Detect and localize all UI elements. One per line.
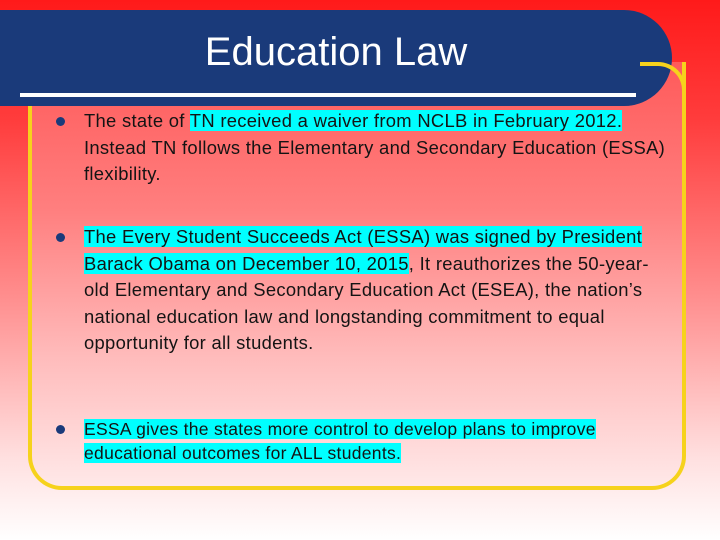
slide-title: Education Law xyxy=(204,30,468,74)
bullet-dot-icon xyxy=(56,233,65,242)
bullet-segment: The state of xyxy=(84,110,190,131)
bullet-segment-highlighted: The Every Student Succeeds Act (ESSA) was signed by President Barack Obama on December 10, 2015 xyxy=(84,226,643,274)
title-underline xyxy=(20,93,636,97)
bullet-text xyxy=(84,417,670,465)
bullet-dot-icon xyxy=(56,117,65,126)
bullet-dot-icon xyxy=(56,425,65,434)
bullet-text xyxy=(84,108,670,188)
bullet-text xyxy=(84,224,670,357)
bullet-segment: , It reauthorizes the 50-year-old Elementary and Secondary Education Act (ESEA), the nation’s national education law and longstanding commitment to equal opportunity for all students. xyxy=(84,252,649,353)
bullet-segment: Instead TN follows the Elementary and Secondary Education (ESSA) flexibility. xyxy=(84,136,666,184)
bullet-segment-highlighted: TN received a waiver from NCLB in February 2012. xyxy=(189,110,623,131)
bullet-segment-highlighted: ESSA gives the states more control to develop plans to improve educational outcomes for ALL students. xyxy=(84,419,596,463)
